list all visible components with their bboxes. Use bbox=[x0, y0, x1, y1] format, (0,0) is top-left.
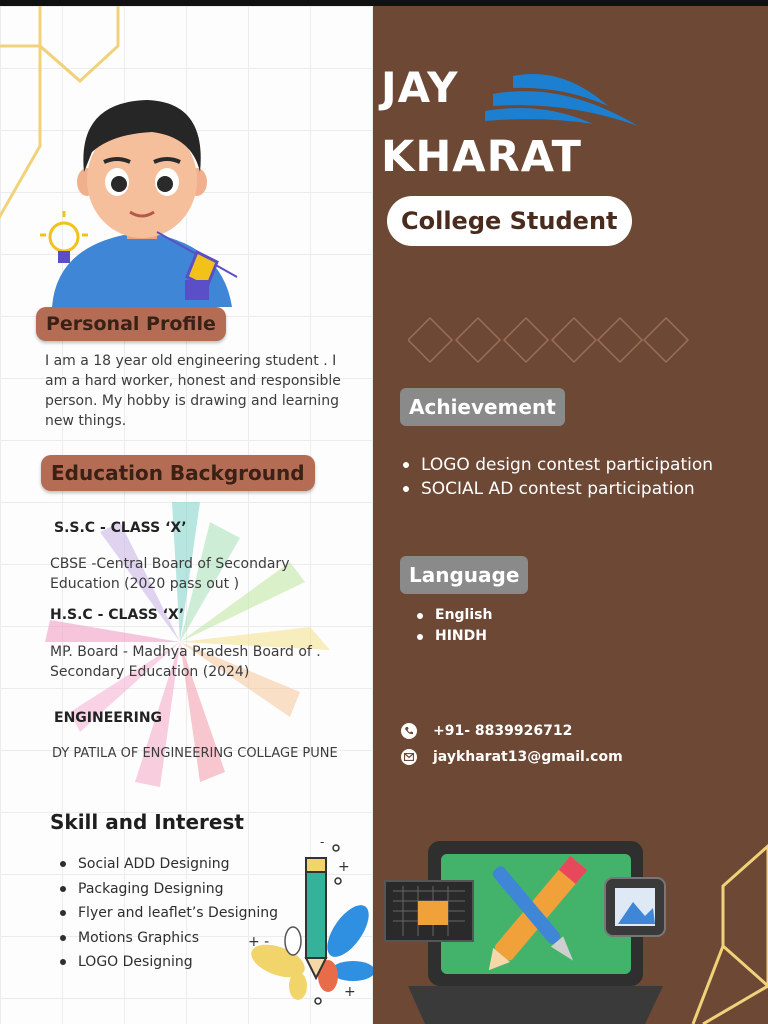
skill-item: Flyer and leaflet’s Designing bbox=[56, 901, 278, 926]
left-column bbox=[0, 6, 373, 1024]
hexagon-decoration-bottom bbox=[673, 836, 768, 1024]
achievement-item: SOCIAL AD contest participation bbox=[399, 477, 713, 501]
language-list bbox=[413, 605, 492, 647]
phone-icon bbox=[401, 723, 417, 739]
svg-text:+ -: + - bbox=[248, 934, 270, 950]
hsc-label: H.S.C - CLASS ‘X’ bbox=[50, 607, 185, 623]
engineering-detail: DY PATILA OF ENGINEERING COLLAGE PUNE bbox=[52, 746, 338, 761]
engineering-label: ENGINEERING bbox=[54, 710, 163, 726]
achievement-item: LOGO design contest participation bbox=[399, 453, 713, 477]
mail-icon bbox=[401, 749, 417, 765]
diamond-decoration bbox=[408, 316, 693, 366]
contact-email bbox=[401, 749, 623, 765]
profile-text: I am a 18 year old engineering student . I am a hard worker, honest and responsible person. My hobby is drawing and learning new things. bbox=[45, 353, 341, 429]
wave-logo-icon bbox=[483, 66, 643, 136]
svg-text:+: + bbox=[338, 859, 350, 875]
svg-text:-: - bbox=[320, 836, 325, 849]
avatar-illustration bbox=[32, 92, 247, 312]
achievement-heading: Achievement bbox=[400, 388, 565, 426]
pencil-splash-illustration bbox=[238, 836, 373, 1016]
email-address: jaykharat13@gmail.com bbox=[433, 749, 623, 765]
personal-profile-heading: Personal Profile bbox=[36, 307, 226, 341]
ssc-detail: CBSE -Central Board of Secondary Education (2020 pass out ) bbox=[50, 556, 290, 592]
language-item: HINDH bbox=[413, 626, 492, 647]
skill-item: LOGO Designing bbox=[56, 950, 278, 975]
first-name: JAY bbox=[381, 63, 459, 112]
laptop-design-illustration bbox=[383, 836, 683, 1024]
skill-item: Packaging Designing bbox=[56, 877, 278, 902]
skill-item: Motions Graphics bbox=[56, 926, 278, 951]
skill-item: Social ADD Designing bbox=[56, 852, 278, 877]
contact-phone bbox=[401, 723, 572, 739]
language-item: English bbox=[413, 605, 492, 626]
achievement-list bbox=[399, 453, 713, 501]
role-badge: College Student bbox=[387, 196, 632, 246]
phone-number: +91- 8839926712 bbox=[433, 723, 573, 739]
svg-text:+: + bbox=[344, 984, 356, 1000]
skills-heading: Skill and Interest bbox=[50, 810, 244, 834]
ssc-label: S.S.C - CLASS ‘X’ bbox=[54, 520, 187, 536]
right-column bbox=[373, 6, 768, 1024]
last-name: KHARAT bbox=[381, 132, 582, 182]
education-heading: Education Background bbox=[41, 455, 315, 491]
language-heading: Language bbox=[400, 556, 528, 594]
hsc-detail: MP. Board - Madhya Pradesh Board of . Secondary Education (2024) bbox=[50, 644, 321, 680]
